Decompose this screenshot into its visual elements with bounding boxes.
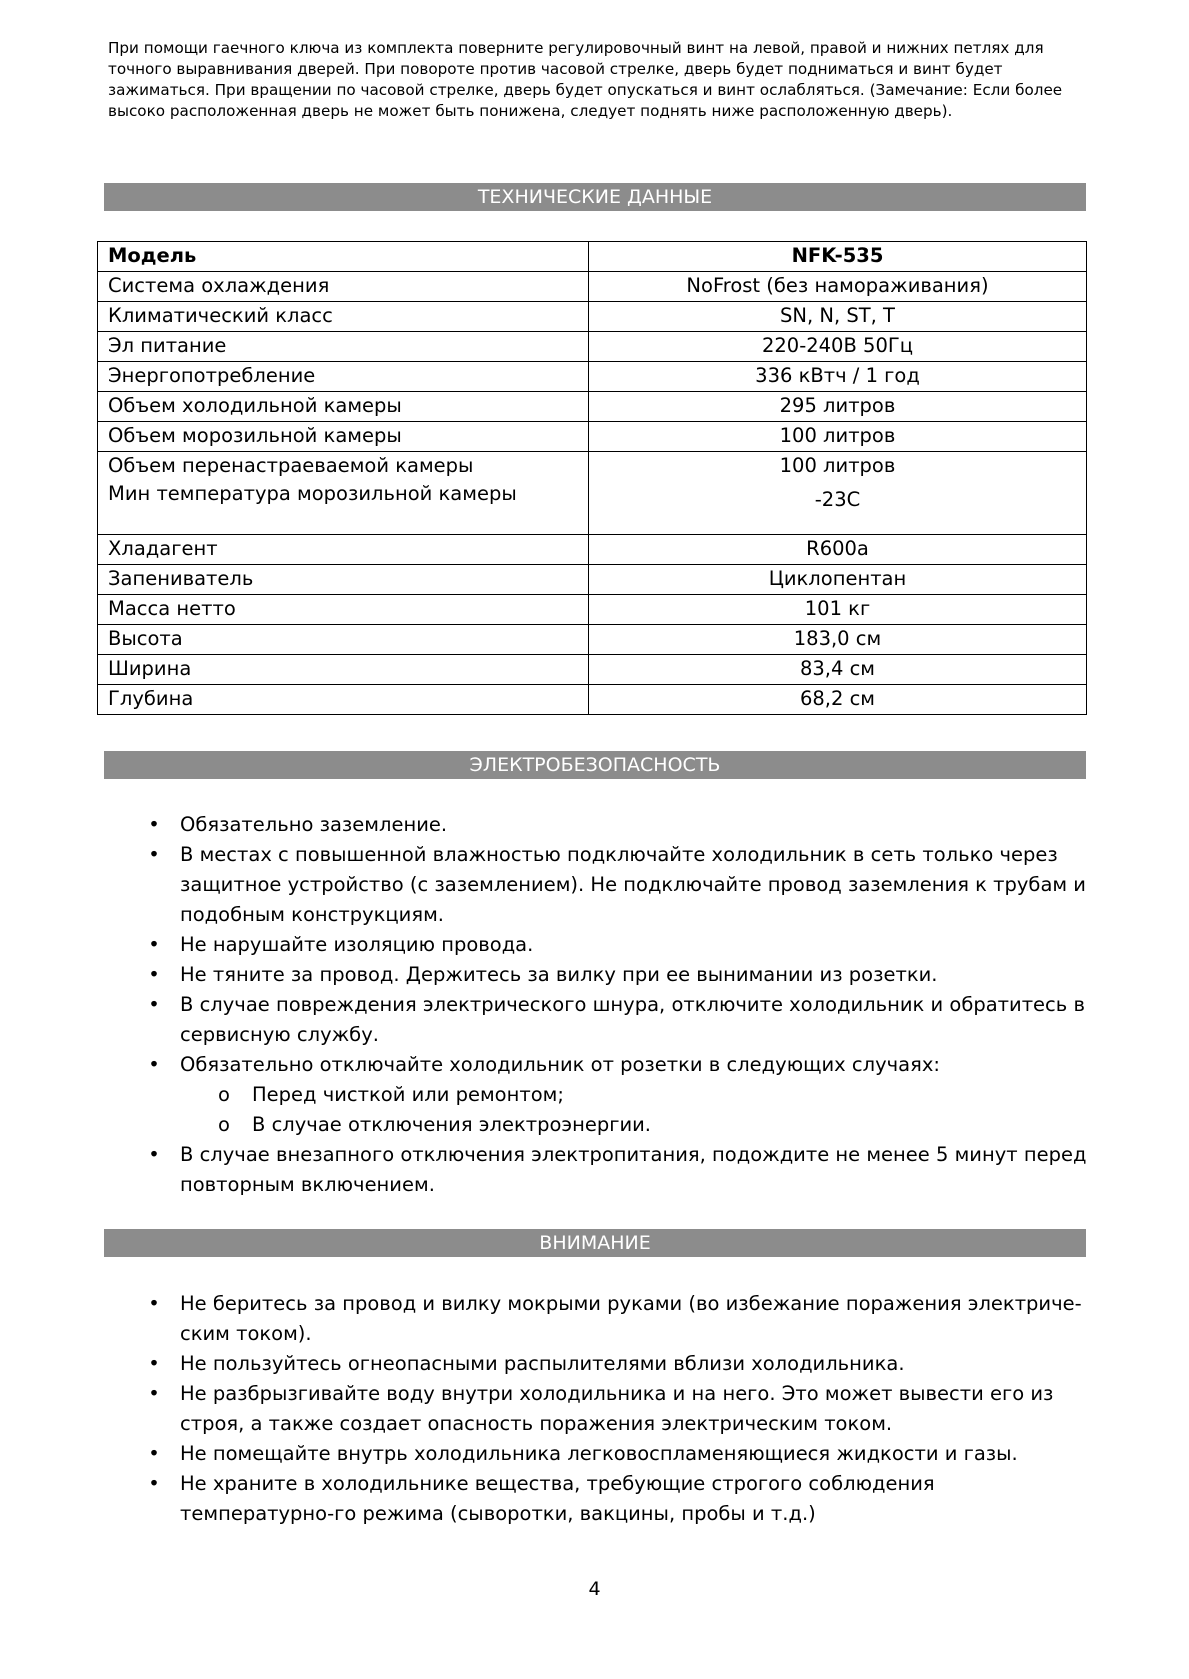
spec-value: -23С <box>814 488 861 511</box>
list-item-text: В случае внезапного отключения электропитания, подождите не менее 5 минут перед повторным включением. <box>180 1143 1087 1196</box>
safety-list <box>108 810 1088 1200</box>
table-row <box>98 362 1087 392</box>
bullet-icon: • <box>148 1382 160 1405</box>
spec-label: Модель <box>98 242 589 272</box>
intro-paragraph: При помощи гаечного ключа из комплекта поверните регулировочный винт на левой, правой и нижних петлях для точного выравнивания дверей. При повороте против часовой стрелке, дверь будет подниматься и винт будет зажиматься. При вращении по часовой стрелке, дверь будет опускаться и винт ослабляться. (Замечание: Если более высоко расположенная дверь не может быть понижена, следует поднять ниже расположенную дверь). <box>108 39 1063 120</box>
spec-value: 295 литров <box>589 392 1087 422</box>
list-item <box>108 810 1088 840</box>
list-item-text: Перед чисткой или ремонтом; <box>252 1083 564 1106</box>
spec-label: Ширина <box>98 655 589 685</box>
sub-list-item <box>108 1110 1088 1140</box>
circle-bullet-icon: o <box>218 1083 230 1106</box>
table-row <box>98 655 1087 685</box>
table-row <box>98 392 1087 422</box>
spec-label: Запениватель <box>98 565 589 595</box>
section-header-warning: ВНИМАНИЕ <box>104 1229 1086 1257</box>
section-header-specs: ТЕХНИЧЕСКИЕ ДАННЫЕ <box>104 183 1086 211</box>
table-row <box>98 535 1087 565</box>
table-row <box>98 595 1087 625</box>
list-item <box>108 990 1088 1050</box>
list-item <box>108 1379 1088 1439</box>
spec-label: Хладагент <box>98 535 589 565</box>
spec-label: Объем холодильной камеры <box>98 392 589 422</box>
spec-value: 83,4 см <box>589 655 1087 685</box>
circle-bullet-icon: o <box>218 1113 230 1136</box>
bullet-icon: • <box>148 1143 160 1166</box>
table-row <box>98 685 1087 715</box>
spec-value: 183,0 см <box>589 625 1087 655</box>
spec-value: 100 литров <box>779 454 896 477</box>
spec-label: Масса нетто <box>98 595 589 625</box>
spec-label: Эл питание <box>98 332 589 362</box>
spec-label: Система охлаждения <box>98 272 589 302</box>
spec-label: Объем морозильной камеры <box>98 422 589 452</box>
table-row <box>98 625 1087 655</box>
spec-label: Высота <box>98 625 589 655</box>
list-item <box>108 1469 1088 1529</box>
spec-label-merged <box>98 452 589 535</box>
list-item <box>108 1289 1088 1349</box>
spec-label: Объем перенастраеваемой камеры <box>108 454 474 477</box>
spec-table <box>97 241 1087 715</box>
list-item-text: Не беритесь за провод и вилку мокрыми руками (во избежание поражения электриче-ским током). <box>180 1292 1082 1345</box>
table-row <box>98 565 1087 595</box>
spec-value: 100 литров <box>589 422 1087 452</box>
table-row <box>98 272 1087 302</box>
bullet-icon: • <box>148 933 160 956</box>
bullet-icon: • <box>148 1053 160 1076</box>
spec-value: SN, N, ST, T <box>589 302 1087 332</box>
list-item-text: Не разбрызгивайте воду внутри холодильника и на него. Это может вывести его из строя, а также создает опасность поражения электрическим током. <box>180 1382 1054 1435</box>
spec-value: R600a <box>589 535 1087 565</box>
list-item <box>108 1050 1088 1080</box>
table-row <box>98 332 1087 362</box>
spec-value-merged <box>589 452 1087 535</box>
list-item-text: Обязательно заземление. <box>180 813 448 836</box>
list-item <box>108 960 1088 990</box>
spec-value: Циклопентан <box>589 565 1087 595</box>
spec-value: 336 кВтч / 1 год <box>589 362 1087 392</box>
spec-label: Энергопотребление <box>98 362 589 392</box>
list-item-text: Не тяните за провод. Держитесь за вилку при ее вынимании из розетки. <box>180 963 938 986</box>
table-row <box>98 302 1087 332</box>
table-row <box>98 242 1087 272</box>
list-item <box>108 1349 1088 1379</box>
list-item-text: В случае отключения электроэнергии. <box>252 1113 652 1136</box>
page-number: 4 <box>588 1578 601 1600</box>
spec-value: 68,2 см <box>589 685 1087 715</box>
list-item-text: Не помещайте внутрь холодильника легковоспламеняющиеся жидкости и газы. <box>180 1442 1018 1465</box>
list-item-text: В местах с повышенной влажностью подключайте холодильник в сеть только через защитное устройство (с заземлением). Не подключайте провод заземления к трубам и подобным конструкциям. <box>180 843 1086 926</box>
table-row <box>98 422 1087 452</box>
list-item-text: Не храните в холодильнике вещества, требующие строгого соблюдения температурно-го режима (сыворотки, вакцины, пробы и т.д.) <box>180 1472 935 1525</box>
sub-list-item <box>108 1080 1088 1110</box>
list-item <box>108 1439 1088 1469</box>
spec-label: Мин температура морозильной камеры <box>108 482 517 505</box>
bullet-icon: • <box>148 843 160 866</box>
bullet-icon: • <box>148 1472 160 1495</box>
bullet-icon: • <box>148 813 160 836</box>
spec-label: Глубина <box>98 685 589 715</box>
list-item <box>108 840 1088 930</box>
bullet-icon: • <box>148 1292 160 1315</box>
spec-value: 101 кг <box>589 595 1087 625</box>
spec-label: Климатический класс <box>98 302 589 332</box>
list-item-text: Не пользуйтесь огнеопасными распылителями вблизи холодильника. <box>180 1352 905 1375</box>
list-item-text: В случае повреждения электрического шнура, отключите холодильник и обратитесь в сервисную службу. <box>180 993 1085 1046</box>
list-item <box>108 930 1088 960</box>
spec-value: NFK-535 <box>589 242 1087 272</box>
bullet-icon: • <box>148 963 160 986</box>
list-item-text: Не нарушайте изоляцию провода. <box>180 933 534 956</box>
list-item-text: Обязательно отключайте холодильник от розетки в следующих случаях: <box>180 1053 940 1076</box>
spec-value: NoFrost (без намораживания) <box>589 272 1087 302</box>
warning-list <box>108 1289 1088 1529</box>
bullet-icon: • <box>148 1352 160 1375</box>
list-item <box>108 1140 1088 1200</box>
table-row-merged <box>98 452 1087 535</box>
bullet-icon: • <box>148 1442 160 1465</box>
bullet-icon: • <box>148 993 160 1016</box>
section-header-safety: ЭЛЕКТРОБЕЗОПАСНОСТЬ <box>104 751 1086 779</box>
spec-value: 220-240В 50Гц <box>589 332 1087 362</box>
